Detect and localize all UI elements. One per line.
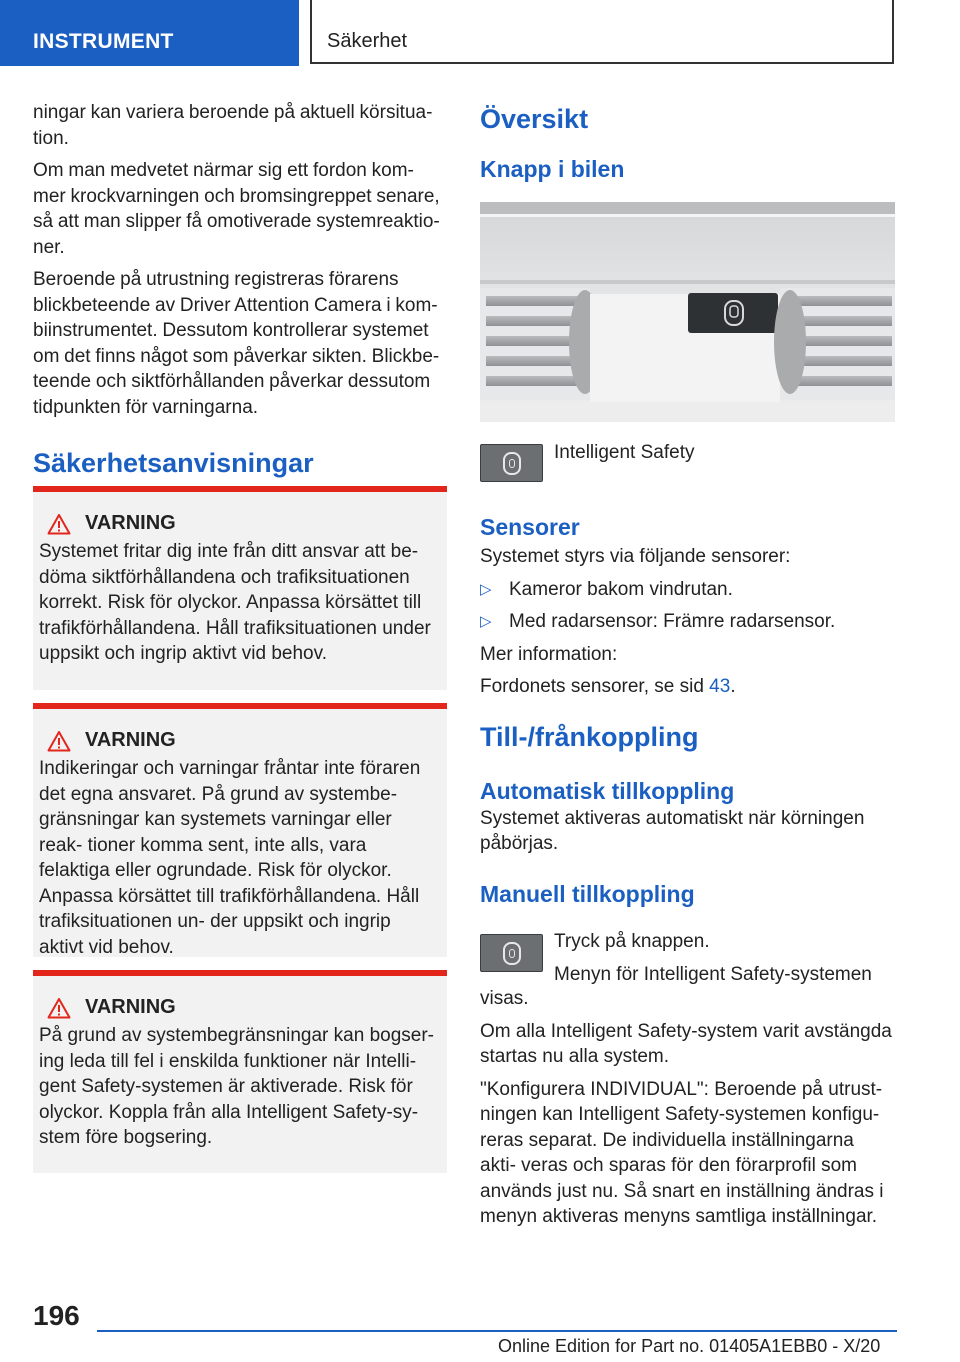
bullet-icon: ▷: [480, 613, 492, 630]
manual-heading: Manuell tillkoppling: [480, 880, 695, 907]
overview-heading: Översikt: [480, 104, 589, 134]
page-link[interactable]: 43: [709, 676, 731, 697]
paragraph: Systemet aktiveras automatiskt när körningen påbörjas.: [480, 807, 865, 854]
intelligent-safety-button-icon: [480, 444, 543, 482]
warning-box: [33, 703, 447, 957]
edition-text: Online Edition for Part no. 01405A1EBB0 - X/20: [498, 1336, 881, 1356]
warning-box: [33, 970, 447, 1173]
caption-text: Intelligent Safety: [554, 442, 695, 463]
list-item-text: Kameror bakom vindrutan.: [509, 578, 733, 600]
section-heading: Säkerhetsanvisningar: [33, 448, 314, 478]
auto-heading: Automatisk tillkoppling: [480, 777, 735, 804]
list-item-text: Med radarsensor: Främre radarsensor.: [509, 611, 836, 632]
footer-divider: [97, 1330, 897, 1332]
chapter-tab: [310, 0, 894, 64]
warning-label: VARNING: [85, 512, 176, 534]
list-item: [480, 609, 895, 635]
page-number: 196: [33, 1300, 80, 1331]
warning-label: VARNING: [85, 729, 176, 751]
button-heading: Knapp i bilen: [480, 156, 625, 182]
warning-triangle-icon: [47, 513, 71, 535]
paragraph: Om alla Intelligent Safety-system varit avstängda startas nu alla system.: [480, 1020, 892, 1067]
intelligent-safety-button-icon: [480, 934, 543, 972]
paragraph: Om man medvetet närmar sig ett fordon kom‐ mer krockvarningen och bromsingreppet senare, så att man slipper få omotiverade systemreaktio‐ ner.: [33, 160, 440, 258]
chapter-title: Säkerhet: [327, 30, 408, 52]
toggle-heading: Till-/frånkoppling: [480, 721, 699, 752]
ref-text: Fordonets sensorer, se sid: [480, 676, 710, 697]
manual-section: [480, 986, 895, 1237]
warning-box: [33, 486, 447, 690]
paragraph: Mer information:: [480, 643, 618, 665]
warning-text: Systemet fritar dig inte från ditt ansvar att be‐ döma siktförhållandena och trafiksituationen korrekt. Risk för olyckor. Anpassa körsättet till trafikförhållandena. Håll trafiksituationen under uppsikt och ingrip aktivt vid behov.: [39, 541, 431, 664]
step-text-continued: visas.: [480, 988, 529, 1009]
bullet-icon: ▷: [480, 580, 492, 598]
warning-label: VARNING: [85, 996, 176, 1018]
section-tab: [0, 0, 299, 66]
dashboard-illustration: [480, 202, 895, 422]
page-header: [0, 0, 960, 66]
button-caption: [554, 440, 894, 473]
paragraph: Systemet styrs via följande sensorer:: [480, 546, 791, 567]
sensors-section: [480, 512, 895, 909]
step-text: Menyn för Intelligent Safety-systemen: [554, 963, 872, 985]
button-photo: [480, 202, 895, 422]
manual-step: [554, 929, 894, 987]
warning-triangle-icon: [47, 997, 71, 1019]
ref-end: .: [730, 676, 736, 697]
warning-triangle-icon: [47, 730, 71, 752]
sensors-heading: Sensorer: [480, 514, 580, 540]
cross-reference: [480, 674, 895, 700]
step-text: Tryck på knappen.: [554, 931, 710, 952]
section-title: INSTRUMENT: [33, 30, 174, 53]
paragraph: "Konfigurera INDIVIDUAL": Beroende på utrust‐ ningen kan Intelligent Safety-systemen konfigu‐ reras separat. De individuella inställningarna akti‐ veras och sparas för den förarprofil som används just nu. Så snart en inställning ändras i menyn aktiveras menyns samtliga inställningar.: [480, 1078, 884, 1227]
warning-text: Indikeringar och varningar fråntar inte föraren det egna ansvaret. På grund av systembe‐ gränsningar kan systemets varningar eller reak‐ tioner komma sent, inte alls, vara felaktiga eller ogrundade. Risk för olyckor. Anpassa körsättet till trafikförhållandena. Håll trafiksituationen un‐ der uppsikt och ingrip aktivt vid behov.: [39, 758, 421, 958]
right-column: [480, 100, 895, 184]
warning-text: På grund av systembegränsningar kan bogser‐ ing leda till fel i enskilda funktioner när Intelli‐ gent Safety-systemen är aktiverade. Risk för olyckor. Koppla från alla Intelligent Safety-sy‐ stem före bogsering.: [39, 1025, 435, 1148]
list-item: [480, 577, 895, 603]
paragraph: Beroende på utrustning registreras förarens blickbeteende av Driver Attention Camera i kom‐ biinstrumentet. Dessutom kontrollerar systemet om det finns något som påverkar sikten. Blickbe‐ teende och siktförhållanden påverkar dessutom tidpunkten för varningarna.: [33, 269, 440, 418]
paragraph: ningar kan variera beroende på aktuell körsitua‐ tion.: [33, 102, 433, 149]
left-column: [33, 100, 447, 480]
